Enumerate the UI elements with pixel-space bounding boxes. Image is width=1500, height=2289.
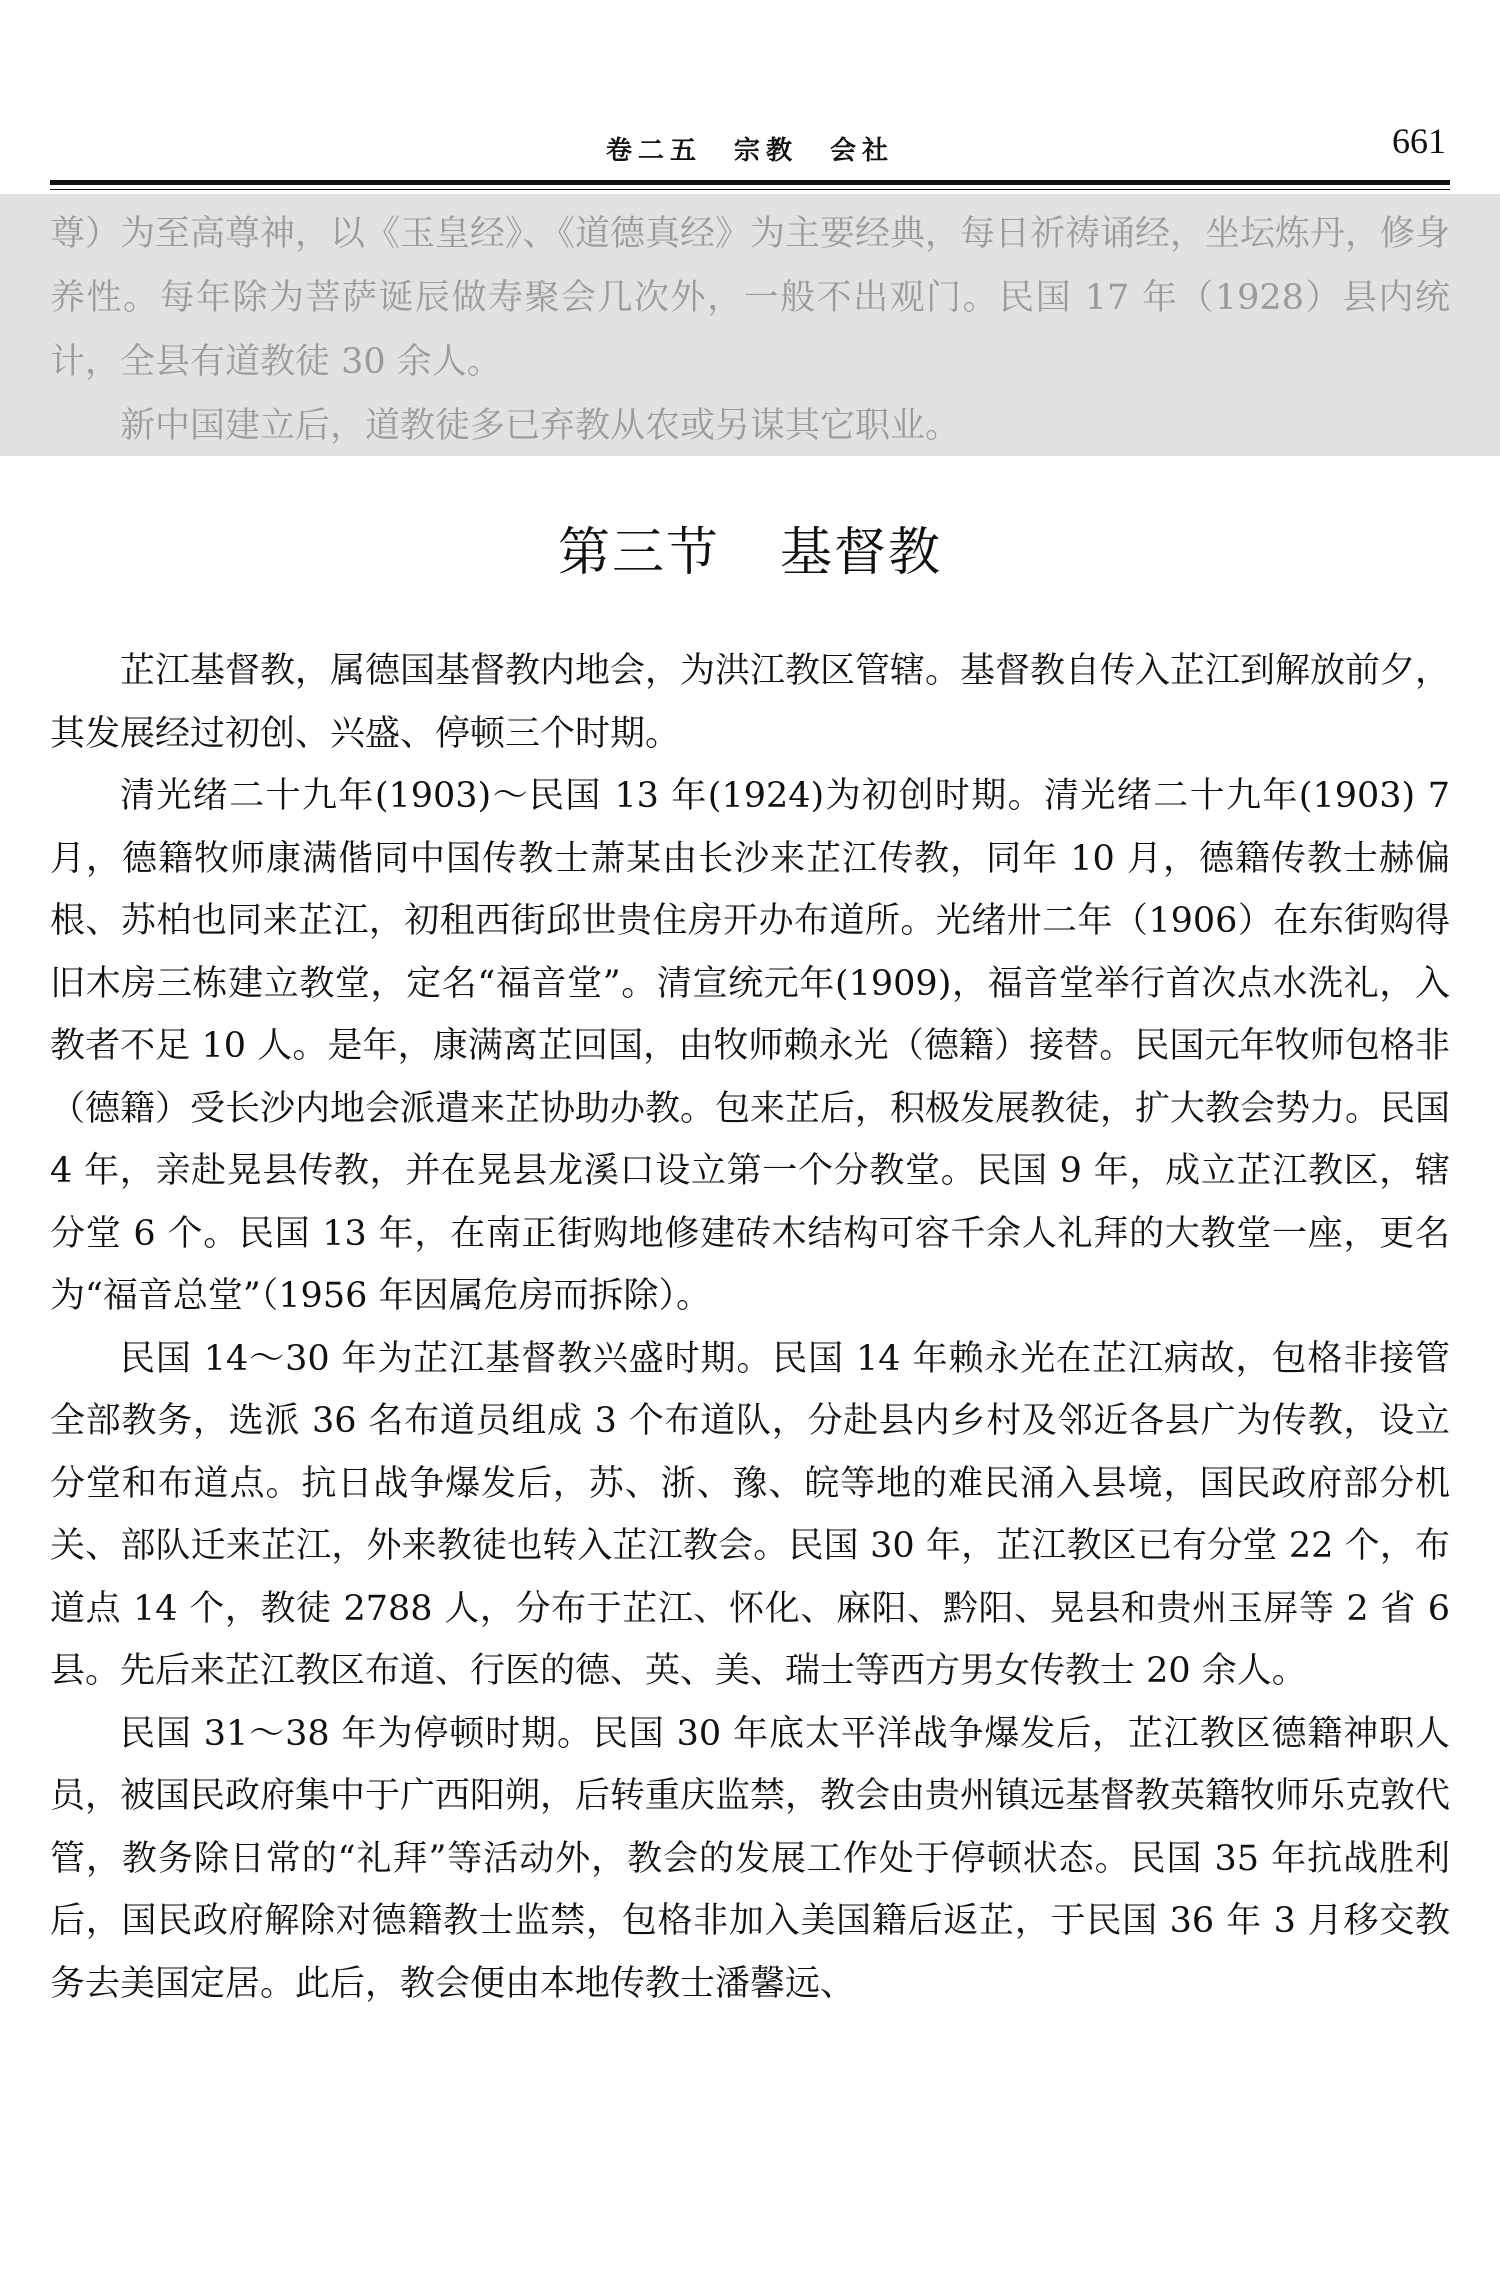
section-heading (0, 510, 1500, 585)
header-rule-thin (50, 189, 1450, 190)
paragraph: 清光绪二十九年(1903)～民国 13 年(1924)为初创时期。清光绪二十九年(1903) 7 月，德籍牧师康满偕同中国传教士萧某由长沙来芷江传教，同年 10 月，德籍传教士赫偏根、苏柏也同来芷江，初租西街邱世贵住房开办布道所。光绪卅二年（1906）在东街购得旧木房三栋建立教堂，定名“福音堂”。清宣统元年(1909)，福音堂举行首次点水洗礼，入教者不足 10 人。是年，康满离芷回国，由牧师赖永光（德籍）接替。民国元年牧师包格非（德籍）受长沙内地会派遣来芷协助办教。包来芷后，积极发展教徒，扩大教会势力。民国 4 年，亲赴晃县传教，并在晃县龙溪口设立第一个分教堂。民国 9 年，成立芷江教区，辖分堂 6 个。民国 13 年，在南正街购地修建砖木结构可容千余人礼拜的大教堂一座，更名为“福音总堂”（1956 年因属危房而拆除）。 (50, 776, 1451, 1316)
header-rule-thick (50, 180, 1450, 185)
page-number: 661 (1392, 121, 1446, 161)
running-header (50, 118, 1450, 178)
chapter-header-title: 卷二五 宗教 会社 (605, 136, 894, 166)
faded-text (50, 202, 1450, 458)
section-title: 基督教 (780, 523, 943, 583)
body-text (50, 640, 1450, 2015)
faded-paragraph: 新中国建立后，道教徒多已弃教从农或另谋其它职业。 (120, 406, 961, 446)
faded-continuation-block (0, 194, 1500, 456)
faded-paragraph: 尊）为至高尊神，以《玉皇经》、《道德真经》为主要经典，每日祈祷诵经，坐坛炼丹，修身养性。每年除为菩萨诞辰做寿聚会几次外，一般不出观门。民国 17 年（1928）县内统计，全县有道教徒 30 余人。 (50, 214, 1451, 382)
section-number: 第三节 (557, 523, 720, 583)
paragraph: 芷江基督教，属德国基督教内地会，为洪江教区管辖。基督教自传入芷江到解放前夕，其发展经过初创、兴盛、停顿三个时期。 (50, 651, 1451, 754)
paragraph: 民国 31～38 年为停顿时期。民国 30 年底太平洋战争爆发后，芷江教区德籍神职人员，被国民政府集中于广西阳朔，后转重庆监禁，教会由贵州镇远基督教英籍牧师乐克敦代管，教务除日常的“礼拜”等活动外，教会的发展工作处于停顿状态。民国 35 年抗战胜利后，国民政府解除对德籍教士监禁，包格非加入美国籍后返芷，于民国 36 年 3 月移交教务去美国定居。此后，教会便由本地传教士潘馨远、 (50, 1713, 1451, 2004)
paragraph: 民国 14～30 年为芷江基督教兴盛时期。民国 14 年赖永光在芷江病故，包格非接管全部教务，选派 36 名布道员组成 3 个布道队，分赴县内乡村及邻近各县广为传教，设立分堂和布道点。抗日战争爆发后，苏、浙、豫、皖等地的难民涌入县境，国民政府部分机关、部队迁来芷江，外来教徒也转入芷江教会。民国 30 年，芷江教区已有分堂 22 个，布道点 14 个，教徒 2788 人，分布于芷江、怀化、麻阳、黔阳、晃县和贵州玉屏等 2 省 6 县。先后来芷江教区布道、行医的德、英、美、瑞士等西方男女传教士 20 余人。 (50, 1338, 1450, 1691)
